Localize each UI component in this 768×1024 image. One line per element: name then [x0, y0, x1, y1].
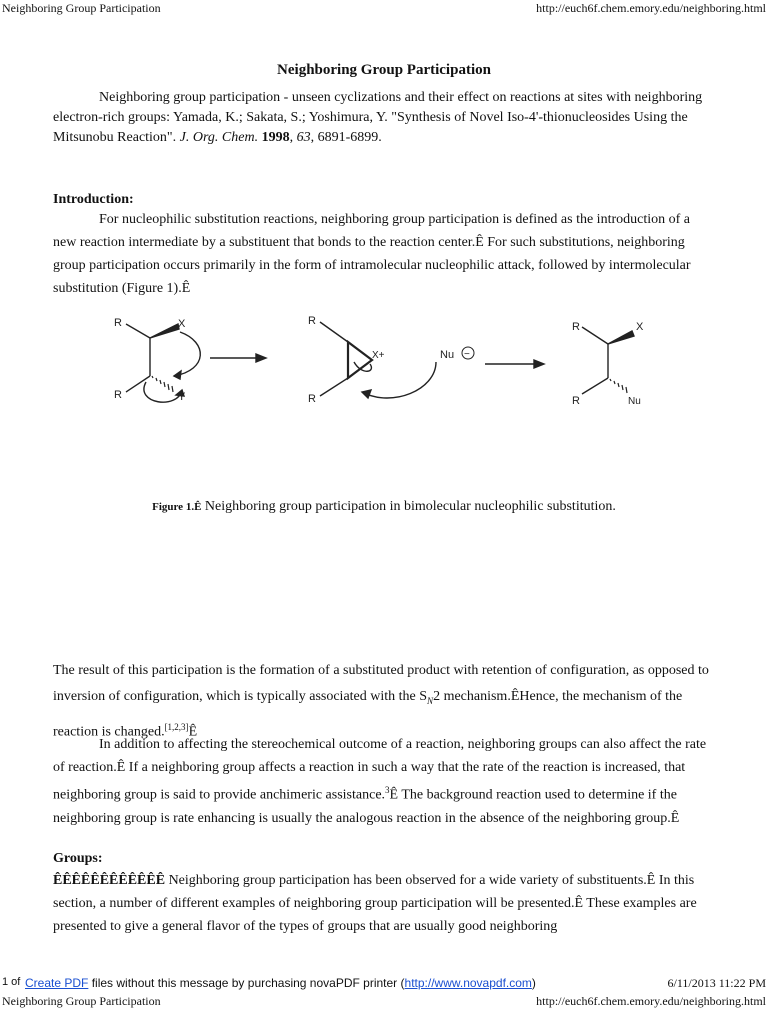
abstract-paragraph: Neighboring group participation - unseen cyclizations and their effect on reactions at sites with neighboring electron-rich groups: Yamada, K.; Sakata, S.; Yoshimura, Y. "Synthesis of Novel Iso-4'-thionucleosides Using the Mitsunobu Reaction". J. Org. Chem. 1998, 63, 6891-6899. [53, 90, 703, 145]
label-r: R [308, 315, 316, 327]
header-url: http://euch6f.chem.emory.edu/neighboring.html [536, 994, 766, 1008]
caption-text: Neighboring group participation in bimolecular nucleophilic substitution. [204, 499, 616, 514]
journal-name: J. Org. Chem. [179, 130, 259, 145]
label-x: X [636, 321, 644, 333]
groups-lead: ÊÊÊÊÊÊÊÊÊÊÊÊ [53, 873, 166, 888]
p3-text: Ê The background reaction used to determine if the neighboring group is rate enhancing is usually the analogous reaction in the absence of the neighboring group.Ê [53, 787, 680, 826]
label-r: R [572, 321, 580, 333]
citation: [1,2,3] [164, 721, 189, 732]
novapdf-notice [25, 976, 536, 990]
reaction-figure [100, 312, 672, 412]
p2-text: 2 mechanism.ÊHence, the mechanism of the reaction is changed. [53, 689, 683, 740]
print-datetime: 6/11/2013 11:22 PM [667, 976, 766, 990]
p2-text: Ê [188, 724, 198, 740]
intro-heading: Introduction: [53, 192, 134, 207]
caption-label: Figure 1.Ê [152, 501, 202, 513]
groups-heading: Groups: [53, 851, 103, 866]
label-r: R [572, 395, 580, 407]
groups-text: Neighboring group participation has been observed for a wide variety of substituents.Ê In this section, a number of different examples of neighboring group participation will be presented.Ê These examples are presented to give a general flavor of the types of groups that are usually good neighboring [53, 873, 697, 934]
label-nu: Nu [440, 349, 455, 361]
notice-text: ) [531, 976, 536, 990]
intro-paragraph: For nucleophilic substitution reactions, neighboring group participation is defined as the introduction of a new reaction intermediate by a substituent that bonds to the reaction center.Ê For such substitutions, neighboring group participation occurs primarily in the form of intramolecular nucleophilic attack, followed by intermolecular substitution (Figure 1).Ê [53, 212, 691, 296]
label-r: R [308, 393, 316, 405]
label-x: X [178, 318, 186, 330]
page-title: Neighboring Group Participation [277, 62, 491, 78]
page-number: 1 of [2, 976, 21, 988]
label-minus: − [464, 349, 470, 360]
header-title: Neighboring Group Participation [2, 1, 161, 15]
novapdf-link[interactable]: http://www.novapdf.com [404, 976, 532, 990]
label-xplus: X+ [372, 350, 385, 361]
header-url: http://euch6f.chem.emory.edu/neighboring.html [536, 1, 766, 15]
groups-paragraph [53, 869, 715, 938]
label-r: R [114, 317, 122, 329]
journal-year: 1998 [261, 130, 290, 145]
figure-caption [0, 499, 768, 515]
abstract-text: Neighboring group participation - unseen cyclizations and their effect on reactions at sites with neighboring electron-rich groups: Yamada, K.; Sakata, S.; Yoshimura, Y. "Synthesis of Novel Iso-4'-thionucleosides Using the Mitsunobu Reaction". [53, 90, 703, 145]
journal-volume: 63 [296, 130, 311, 145]
journal-pages: , 6891-6899. [310, 130, 382, 145]
header-title: Neighboring Group Participation [2, 994, 161, 1008]
p2-sub: N [427, 695, 434, 706]
label-r: R [114, 389, 122, 401]
create-pdf-link[interactable]: Create PDF [25, 976, 89, 990]
rate-paragraph [53, 733, 715, 830]
notice-text: files without this message by purchasing novaPDF printer ( [88, 976, 405, 990]
p2-text: The result of this participation is the formation of a substituted product with retention of configuration, as opposed to inversion of configuration, which is typically associated with the S [53, 663, 709, 704]
label-y: Y [178, 391, 186, 403]
citation: 3 [385, 785, 390, 795]
p3-text: In addition to affecting the stereochemical outcome of a reaction, neighboring groups can also affect the rate of reaction.Ê If a neighboring group affects a reaction in such a way that the rate of the reaction is increased, that neighboring group is said to provide anchimeric assistance. [53, 737, 707, 803]
label-nu: Nu [628, 396, 641, 407]
